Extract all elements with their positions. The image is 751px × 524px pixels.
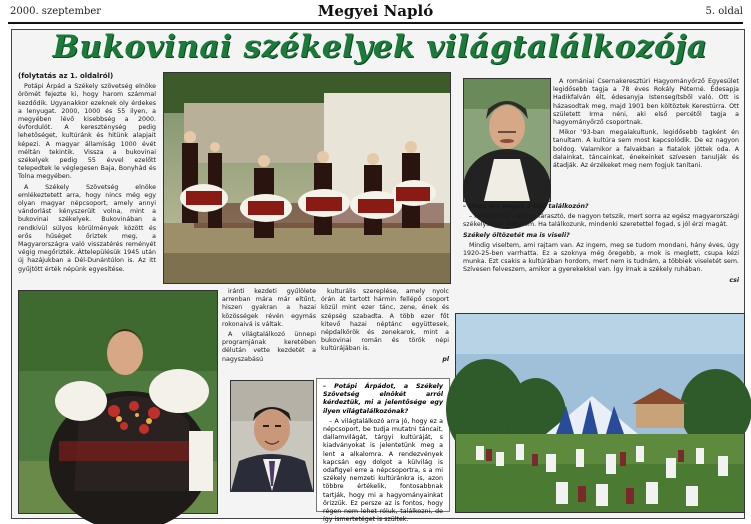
paragraph: A világtalálkozó ünnepi programjának keretében délután vette kezdetét a nagyszabású bbox=[222, 331, 316, 363]
festival-tent-crowd-photo bbox=[455, 313, 745, 513]
paragraph: Mindig viseltem, ami rajtam van. Az ingem, meg se tudom mondani, hány éves, úgy 1920-25-ben varrhatta. Ez a szoknya még öregebb, a mok is meglett, csupa kézi munka. Ezt csakis a kultúrában hordom, mert nem is tudnám, a többiek viseletét sem. Szívesen felveszem, amikor a gyerekekkel van. Így írnak a székely ruhában. bbox=[463, 241, 739, 274]
paragraph: iránti kezdeti gyűlölete arrenban mára már eltűnt, hiszen gyakran a hazai közösségek révén egymás rokonaivá is váltak. bbox=[222, 288, 316, 328]
page-number: 5. oldal bbox=[705, 6, 743, 17]
paragraph: Potápi Árpád a Székely szövetség elnöke örömét fejezte ki, hogy harom számmal kezdődik. Ugyanakkor ezeknek oly érdekes a lenyugat. 2000, 1000 és 55 ilyen, a megyében lévő kisebbség a 2000. évfordulót. A kereszténység pedig lehetőséget, kultúránk és hitünk alapjait képezi. A magyar államiság 1000 évét méltán tekintik. Vissza a bukovinai székelyek pedig 55 évvel ezelőtt telepedtek le véglegesen Baja, Bonyhád és Tolna megyében. bbox=[18, 83, 156, 181]
article-column-1 bbox=[18, 72, 156, 284]
woman-in-folk-costume-photo bbox=[18, 290, 218, 514]
paragraph: A Székely Szövetség elnöke emlékeztetett arra, hogy nincs még egy olyan magyar népcsoport, amely annyi vándorlást kényszerült volna, mint a bukovinai székelyek. Bukovinában a rendkívül súlyos körülmények között és erős hűséget őriztek meg, a Magyarországra való visszatérés reményét végig megőrizték. Áttelepülésük 1945 után új hazájukban a Dél-Dunántúlon is. Az itt gyűjtött érték népünk egyesítése. bbox=[18, 183, 156, 273]
interview-box bbox=[316, 378, 450, 524]
portrait-man-photo bbox=[230, 380, 314, 492]
paragraph: – A világtalálkozó arra jó, hogy ez a népcsoport, be tudja mutatni táncait, dallamvilágát, tárgyi kultúráját, s kiadványokat is jelentetünk meg a lent a alkalomra. A rendezvények kapcsán egy dolgot a külvilág is odafigyel erre a népcsoportra, s a mi székely nemzeti kultúránkra is, azon többre értékelik, fontosabbnak tartják, hogy mi a hagyományainkat őrizzük. Ez persze az is fontos, hogy régen nem lehet róluk, találkozni, de így ismertetéget is szültek. bbox=[323, 417, 443, 524]
article-headline: Bukovinai székelyek világtalálkozója bbox=[52, 29, 708, 65]
interview-question: – Potápi Árpádot, a Székely Szövetség elnökét arról kérdeztük, mi a jelentősége egy ilyen világtalálkozónak? bbox=[323, 383, 443, 415]
newspaper-name: Megyei Napló bbox=[317, 2, 434, 20]
continued-note: (folytatás az 1. oldalról) bbox=[18, 72, 114, 80]
author-signature: pl bbox=[442, 355, 449, 363]
article-column-3 bbox=[321, 288, 449, 373]
paragraph: Mikor '93-ban megalakultunk, legidősebb tagként én tanultam. A kultúra sem most kapcsolódik. De ez nagyon boldog. Valamikor a falvakban a fiatalok jöttek oda. A dalainkat, táncainkat, énekeinket szívesen tanulják és átadják. Az érzékeket meg nem fogjuk tanítani. bbox=[553, 129, 739, 170]
article-column-4 bbox=[553, 78, 739, 200]
folk-dancers-photo bbox=[163, 72, 451, 284]
article-column-4-continued bbox=[463, 203, 739, 305]
article-column-2 bbox=[222, 288, 316, 373]
author-signature: csi bbox=[729, 276, 739, 284]
paragraph: kulturális szereplése, amely nyolc órán át tartott hármin fellépő csoport közül mint ezer tánc, zene, ének és szépség szabadta. A több ezer főt kitevő hazai néptánc együttesek, népdalkörök és zenekarok, mint a bukovinai román és török népi kultúrájában is. bbox=[321, 288, 449, 353]
masthead-rule bbox=[8, 22, 743, 24]
portrait-elderly-woman-photo bbox=[463, 78, 551, 202]
interview-question: – Hogy érz magát a mai találkozón? bbox=[463, 203, 589, 210]
paragraph: – Nekem már nagyon fárasztó, de nagyon tetszik, mert sorra az egész magyarországi székelységet láthatom. Ha találkozunk, mindenki szeretettel fogad, s jól érzi magát. bbox=[463, 213, 739, 229]
paragraph: A romániai Csernakeresztúri Hagyományőrző Egyesület legidősebb tagja a 78 éves Rokály Péterné. Édesapja Hadikfalván élt, édesanyja Istensegítsből való. Ott is házasodtak meg, majd 1901 ben költöztek Kerestúrra. Ott született Irma néni, aki első percétől tagja a hagyományőrző csoportnak. bbox=[553, 78, 739, 127]
interview-question: Székely öltözetét ma is viseli? bbox=[463, 231, 570, 239]
issue-date: 2000. szeptember bbox=[10, 6, 102, 17]
